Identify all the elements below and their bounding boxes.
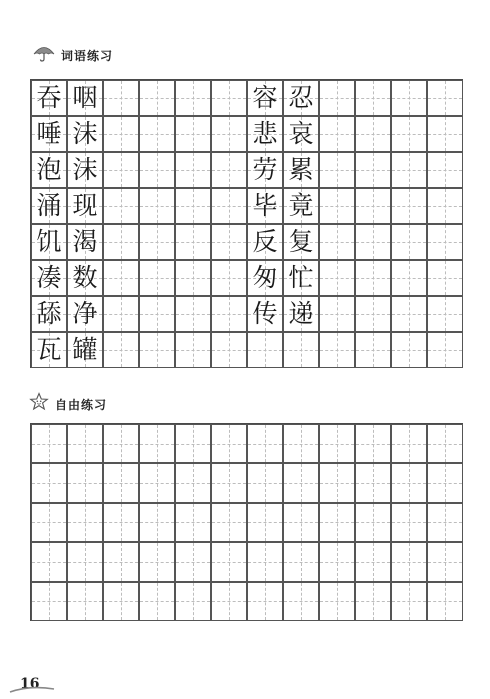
practice-character: 递 [288,299,314,328]
grid-cell [391,188,427,224]
practice-character: 毕 [252,191,278,220]
grid-cell [175,503,211,542]
practice-character: 匆 [252,263,278,292]
grid-cell [391,582,427,621]
grid-cell [391,116,427,152]
grid-cell [427,80,463,116]
grid-cell [139,503,175,542]
grid-cell [103,582,139,621]
grid-cell [139,116,175,152]
grid-cell [391,332,427,368]
grid-cell [175,332,211,368]
grid-cell [211,582,247,621]
grid-cell [103,260,139,296]
grid-cell [103,188,139,224]
grid-cell [103,332,139,368]
grid-cell [211,542,247,581]
practice-character: 瓦 [36,335,62,364]
grid-cell [139,260,175,296]
grid-cell [175,80,211,116]
grid-cell [355,224,391,260]
grid-cell [247,332,283,368]
grid-cell [355,116,391,152]
grid-cell [319,424,355,463]
practice-character: 吞 [36,83,62,112]
grid-cell [283,424,319,463]
grid-cell [355,542,391,581]
practice-character: 竟 [288,191,314,220]
grid-cell [67,463,103,502]
grid-cell [427,542,463,581]
grid-cell [319,542,355,581]
star-icon [29,392,49,416]
grid-cell [175,542,211,581]
practice-character: 悲 [252,119,278,148]
grid-cell [139,332,175,368]
grid-cell [391,503,427,542]
grid-cell [355,80,391,116]
grid-cell [103,224,139,260]
grid-cell [283,542,319,581]
grid-cell [139,152,175,188]
grid-cell [139,296,175,332]
grid-cell [175,424,211,463]
grid-cell [211,224,247,260]
grid-cell [211,503,247,542]
grid-cell [175,224,211,260]
grid-cell [319,332,355,368]
grid-cell [427,296,463,332]
grid-cell [427,224,463,260]
grid-cell [211,296,247,332]
grid-cell [139,188,175,224]
grid-cell [355,332,391,368]
grid-cell [319,188,355,224]
grid-cell [175,463,211,502]
grid-cell [355,582,391,621]
practice-character: 咽 [72,83,98,112]
grid-cell [355,503,391,542]
practice-character: 忙 [288,263,314,292]
practice-character: 劳 [252,155,278,184]
practice-character: 渴 [72,227,98,256]
page-number-swoosh-icon [8,684,56,696]
grid-cell [427,116,463,152]
grid-cell [319,463,355,502]
grid-cell [175,260,211,296]
page-number: 16 [20,676,40,692]
grid-cell [103,463,139,502]
grid-cell [427,463,463,502]
grid-cell [139,80,175,116]
grid-cell [175,296,211,332]
grid-cell [391,80,427,116]
grid-cell [211,463,247,502]
grid-cell [247,463,283,502]
grid-cell [139,542,175,581]
grid-cell [175,188,211,224]
practice-character: 容 [252,83,278,112]
grid-cell [427,152,463,188]
practice-character: 反 [252,227,278,256]
grid-cell [31,542,67,581]
grid-cell [355,463,391,502]
grid-cell [391,152,427,188]
grid-cell [67,582,103,621]
grid-cell [355,152,391,188]
practice-character: 净 [72,299,98,328]
grid-cell [211,260,247,296]
grid-cell [31,503,67,542]
grid-cell [427,332,463,368]
grid-cell [247,424,283,463]
practice-character: 沫 [72,155,98,184]
grid-cell [103,80,139,116]
grid-cell [247,542,283,581]
practice-character: 沫 [72,119,98,148]
grid-cell [355,188,391,224]
grid-cell [211,188,247,224]
grid-cell [103,503,139,542]
grid-cell [427,503,463,542]
practice-character: 现 [72,191,98,220]
grid-cell [211,80,247,116]
grid-cell [391,224,427,260]
practice-character: 舔 [36,299,62,328]
grid-cell [211,424,247,463]
grid-cell [391,542,427,581]
grid-cell [103,116,139,152]
grid-cell [427,582,463,621]
grid-cell [31,463,67,502]
grid-cell [427,188,463,224]
grid-cell [103,424,139,463]
grid-cell [355,260,391,296]
grid-cell [427,424,463,463]
grid-cell [319,80,355,116]
grid-cell [175,116,211,152]
grid-cell [391,260,427,296]
grid-cell [283,463,319,502]
free-practice-grid [30,423,463,621]
practice-character: 凑 [36,263,62,292]
grid-cell [31,582,67,621]
practice-character: 数 [72,263,98,292]
grid-cell [319,224,355,260]
grid-cell [355,424,391,463]
grid-cell [319,582,355,621]
grid-cell [247,582,283,621]
grid-cell [175,582,211,621]
grid-cell [175,152,211,188]
practice-character: 忍 [288,83,314,112]
word-practice-grid [30,79,463,368]
grid-cell [319,260,355,296]
practice-character: 涌 [36,191,62,220]
practice-character: 累 [288,155,314,184]
grid-cell [391,424,427,463]
grid-cell [283,582,319,621]
grid-cell [211,152,247,188]
section-header-word-practice [33,44,113,66]
grid-cell [139,424,175,463]
grid-cell [139,463,175,502]
grid-cell [211,116,247,152]
grid-cell [139,582,175,621]
grid-cell [139,224,175,260]
umbrella-icon [33,44,55,66]
grid-cell [247,503,283,542]
grid-cell [31,424,67,463]
grid-cell [319,503,355,542]
practice-character: 罐 [72,335,98,364]
grid-cell [391,463,427,502]
practice-character: 唾 [36,119,62,148]
grid-cell [319,296,355,332]
grid-cell [355,296,391,332]
grid-cell [211,332,247,368]
practice-character: 饥 [36,227,62,256]
grid-cell [283,332,319,368]
practice-character: 泡 [36,155,62,184]
grid-cell [67,503,103,542]
section-title: 词语练习 [61,48,114,63]
grid-cell [103,152,139,188]
section-title: 自由练习 [55,397,108,412]
grid-cell [67,424,103,463]
grid-cell [391,296,427,332]
grid-cell [427,260,463,296]
grid-cell [319,152,355,188]
grid-cell [283,503,319,542]
grid-cell [67,542,103,581]
grid-cell [103,542,139,581]
section-header-free-practice [29,392,107,416]
practice-character: 复 [288,227,314,256]
grid-cell [319,116,355,152]
practice-character: 传 [252,299,278,328]
practice-character: 哀 [288,119,314,148]
grid-cell [103,296,139,332]
